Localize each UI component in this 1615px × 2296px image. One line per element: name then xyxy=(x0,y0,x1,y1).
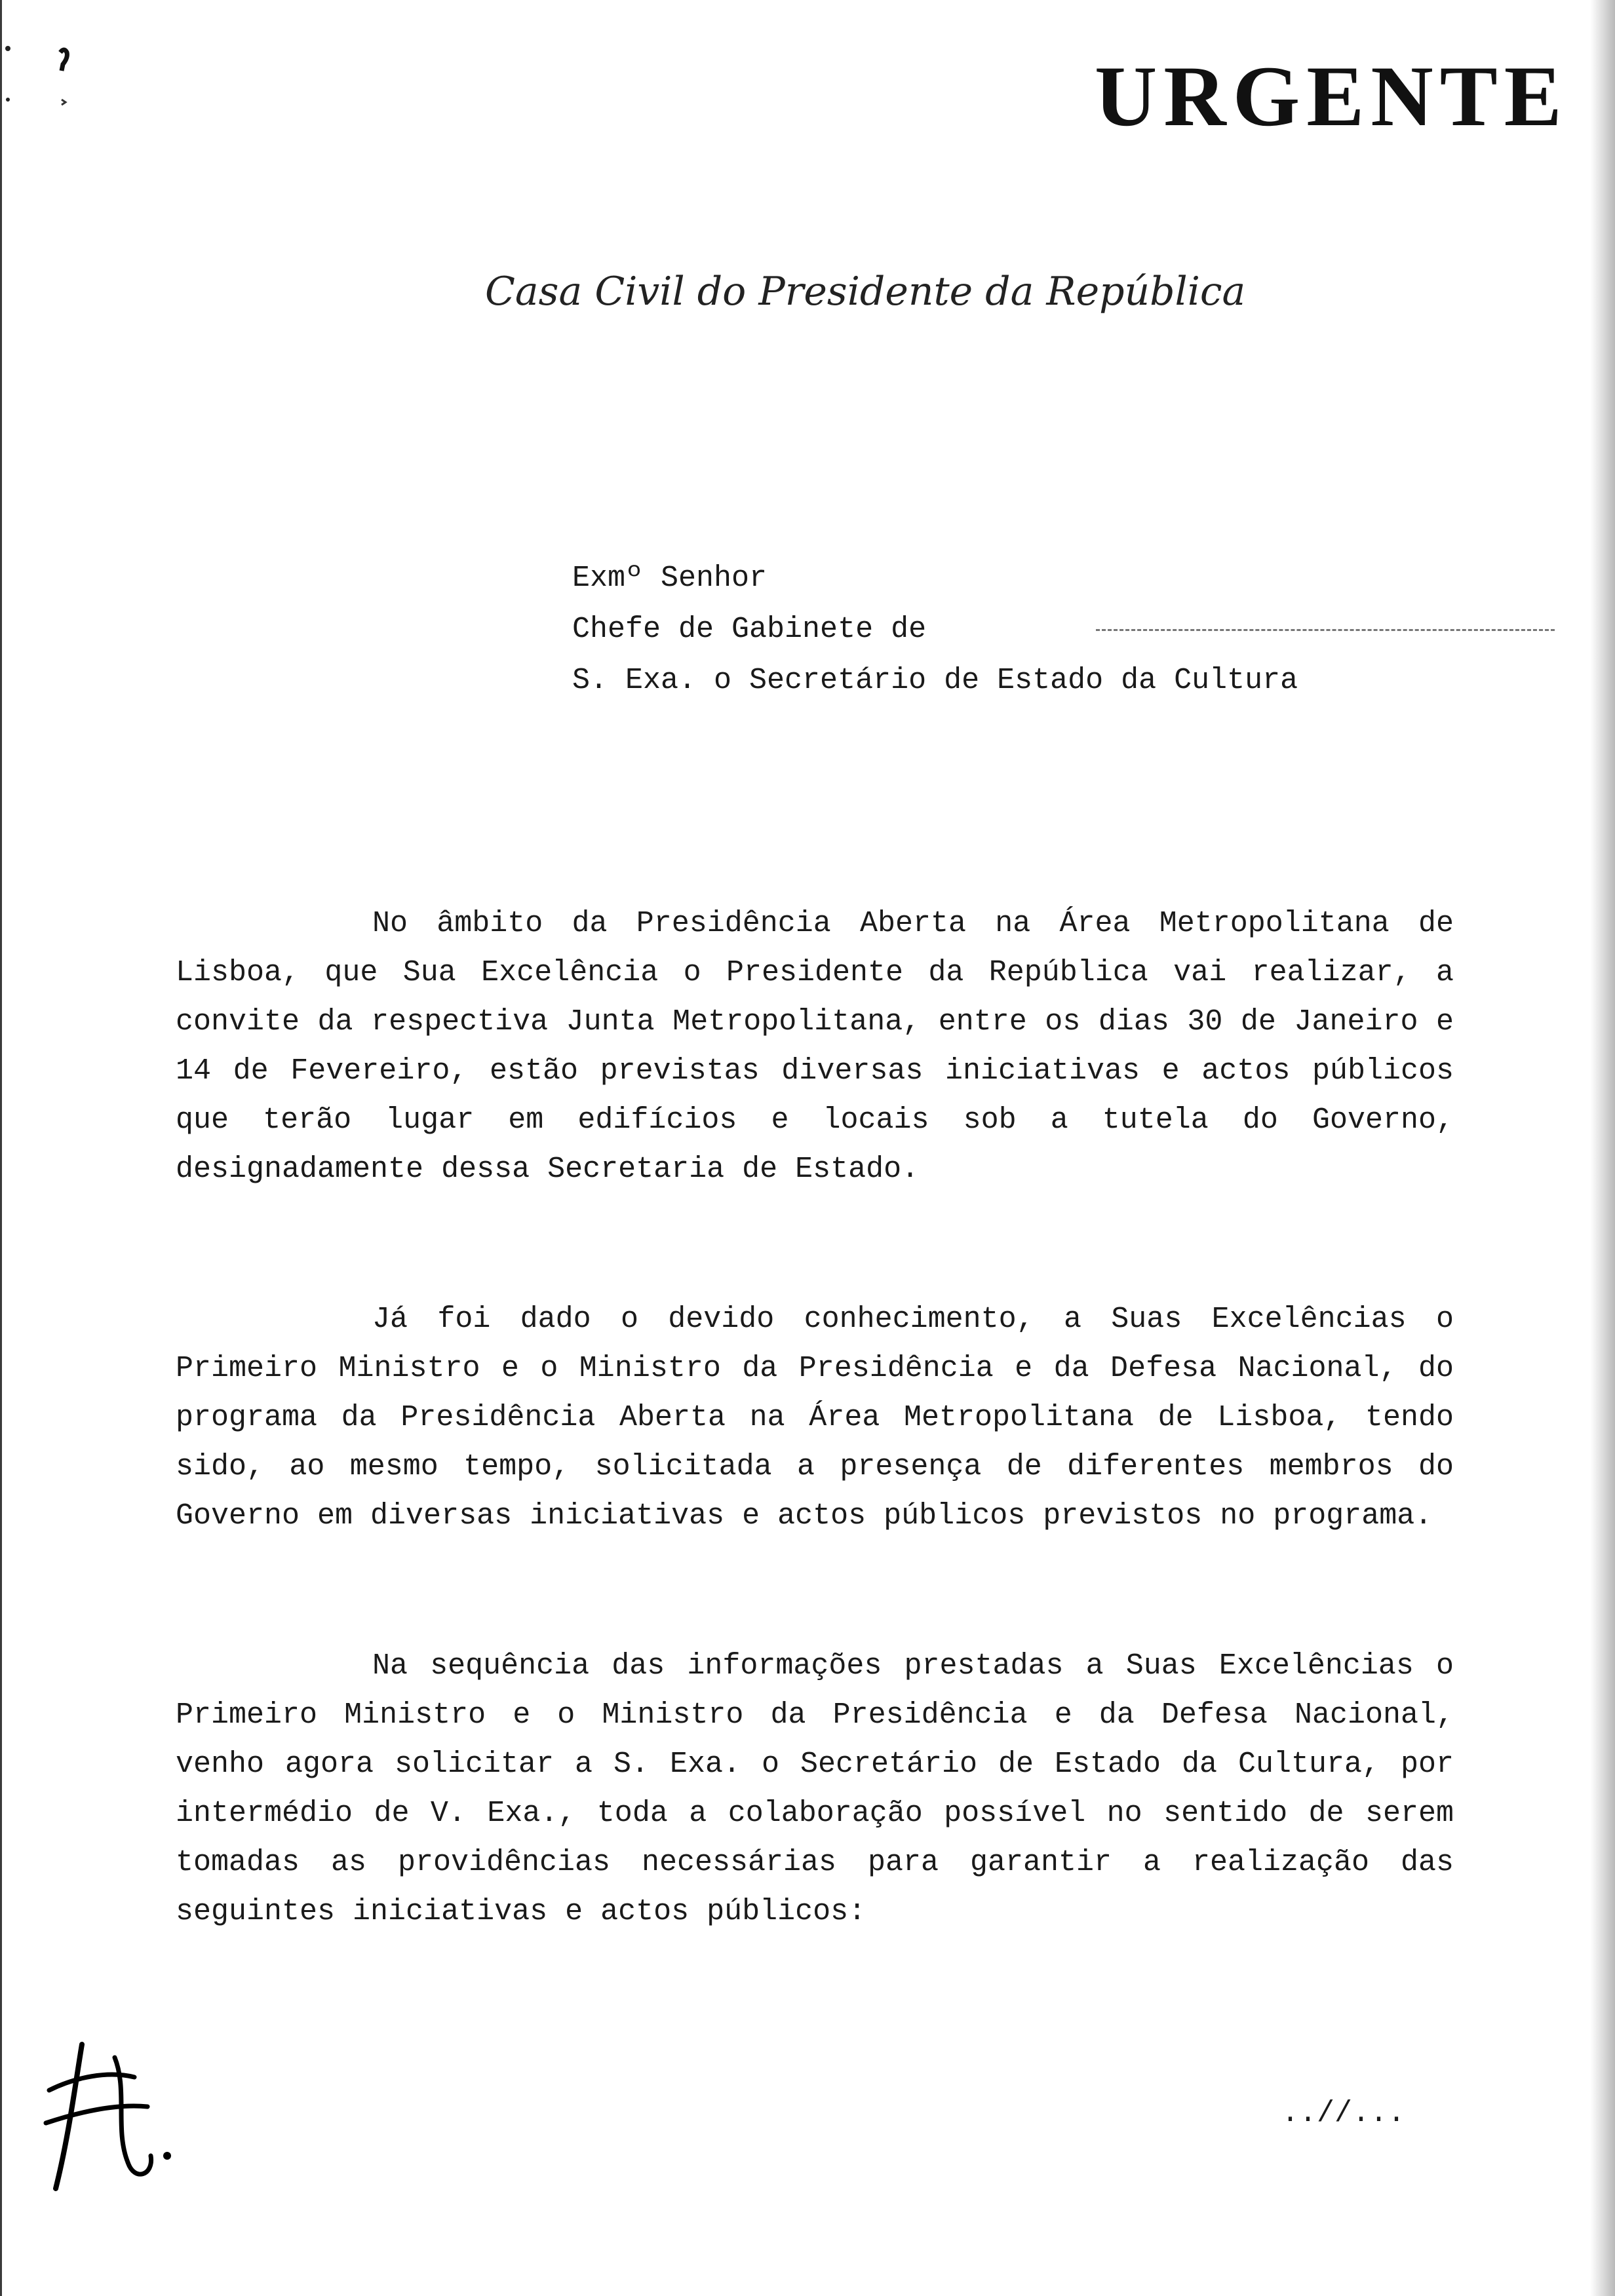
paragraph-text: Já foi dado o devido conhecimento, a Suas Excelências o Primeiro Ministro e o Ministro da Presidência e da Defesa Nacional, do programa da Presidência Aberta na Área Metropolitana de Lisboa, tendo sido, ao mesmo tempo, solicitada a presença de diferentes membros do Governo em diversas iniciativas e actos públicos previstos no programa. xyxy=(176,1303,1454,1533)
paragraph-3 xyxy=(176,1641,1454,1936)
recipient-office: S. Exa. o Secretário de Estado da Cultura xyxy=(572,664,1298,697)
paragraph-text: No âmbito da Presidência Aberta na Área Metropolitana de Lisboa, que Sua Excelência o Presidente da República vai realizar, a convite da respectiva Junta Metropolitana, entre os dias 30 de Janeiro e 14 de Fevereiro, estão previstas diversas iniciativas e actos públicos que terão lugar em edifícios e locais sob a tutela do Governo, designadamente dessa Secretaria de Estado. xyxy=(176,907,1454,1186)
paragraph-2 xyxy=(176,1295,1454,1540)
paragraph-text: Na sequência das informações prestadas a Suas Excelências o Primeiro Ministro e o Ministro da Presidência e da Defesa Nacional, venho agora solicitar a S. Exa. o Secretário de Estado da Cultura, por intermédio de V. Exa., toda a colaboração possível no sentido de serem tomadas as providências necessárias para garantir a realização das seguintes iniciativas e actos públicos: xyxy=(176,1649,1454,1928)
scan-right-edge xyxy=(1590,0,1615,2296)
scan-left-edge xyxy=(0,0,2,2296)
edge-marks xyxy=(0,39,72,118)
letterhead: Casa Civil do Presidente da República xyxy=(485,269,1246,315)
urgent-stamp: URGENTE xyxy=(1095,48,1568,144)
blank-dashed-line xyxy=(1096,629,1555,634)
recipient-salutation: Exmº Senhor xyxy=(572,562,768,595)
handwritten-initials xyxy=(36,2031,180,2202)
paragraph-1 xyxy=(176,899,1454,1194)
page-continuation-mark: ..//... xyxy=(1281,2097,1406,2130)
recipient-title: Chefe de Gabinete de xyxy=(572,613,927,646)
